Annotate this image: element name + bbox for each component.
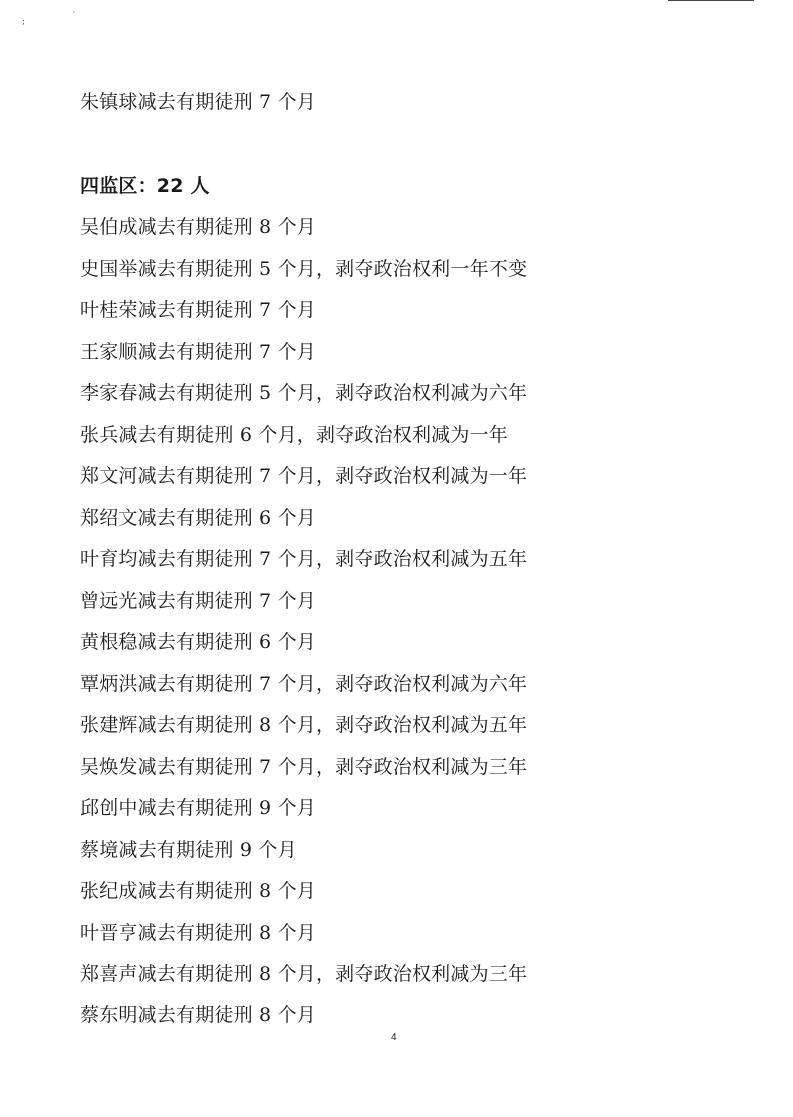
section-heading: 四监区：22 人 bbox=[80, 175, 210, 197]
scan-speck: ` bbox=[72, 12, 77, 22]
text-line: 朱镇球减去有期徒刑 7 个月 bbox=[80, 91, 316, 113]
text-line: 李家春减去有期徒刑 5 个月，剥夺政治权利减为六年 bbox=[80, 382, 528, 404]
text-line: 吴焕发减去有期徒刑 7 个月，剥夺政治权利减为三年 bbox=[80, 756, 528, 778]
text-line: 曾远光减去有期徒刑 7 个月 bbox=[80, 590, 316, 612]
text-line: 叶桂荣减去有期徒刑 7 个月 bbox=[80, 299, 316, 321]
page-number: 4 bbox=[391, 1032, 397, 1043]
text-line: 蔡东明减去有期徒刑 8 个月 bbox=[80, 1004, 316, 1026]
text-line: 郑绍文减去有期徒刑 6 个月 bbox=[80, 507, 316, 529]
text-line: 蔡境减去有期徒刑 9 个月 bbox=[80, 839, 297, 861]
text-line: 叶晋亨减去有期徒刑 8 个月 bbox=[80, 922, 316, 944]
text-line: 王家顺减去有期徒刑 7 个月 bbox=[80, 341, 316, 363]
text-line: 郑文河减去有期徒刑 7 个月，剥夺政治权利减为一年 bbox=[80, 465, 528, 487]
text-line: 覃炳洪减去有期徒刑 7 个月，剥夺政治权利减为六年 bbox=[80, 673, 528, 695]
text-line: 张建辉减去有期徒刑 8 个月，剥夺政治权利减为五年 bbox=[80, 714, 528, 736]
text-line: 张兵减去有期徒刑 6 个月，剥夺政治权利减为一年 bbox=[80, 424, 508, 446]
text-line: 吴伯成减去有期徒刑 8 个月 bbox=[80, 216, 316, 238]
text-line: 叶育均减去有期徒刑 7 个月，剥夺政治权利减为五年 bbox=[80, 548, 528, 570]
text-line: 张纪成减去有期徒刑 8 个月 bbox=[80, 880, 316, 902]
text-line: 郑喜声减去有期徒刑 8 个月，剥夺政治权利减为三年 bbox=[80, 963, 528, 985]
text-line: 邱创中减去有期徒刑 9 个月 bbox=[80, 797, 316, 819]
text-line: 黄根稳减去有期徒刑 6 个月 bbox=[80, 631, 316, 653]
top-rule bbox=[668, 0, 754, 1]
scan-speck: ; bbox=[22, 17, 26, 27]
text-line: 史国举减去有期徒刑 5 个月，剥夺政治权利一年不变 bbox=[80, 258, 528, 280]
